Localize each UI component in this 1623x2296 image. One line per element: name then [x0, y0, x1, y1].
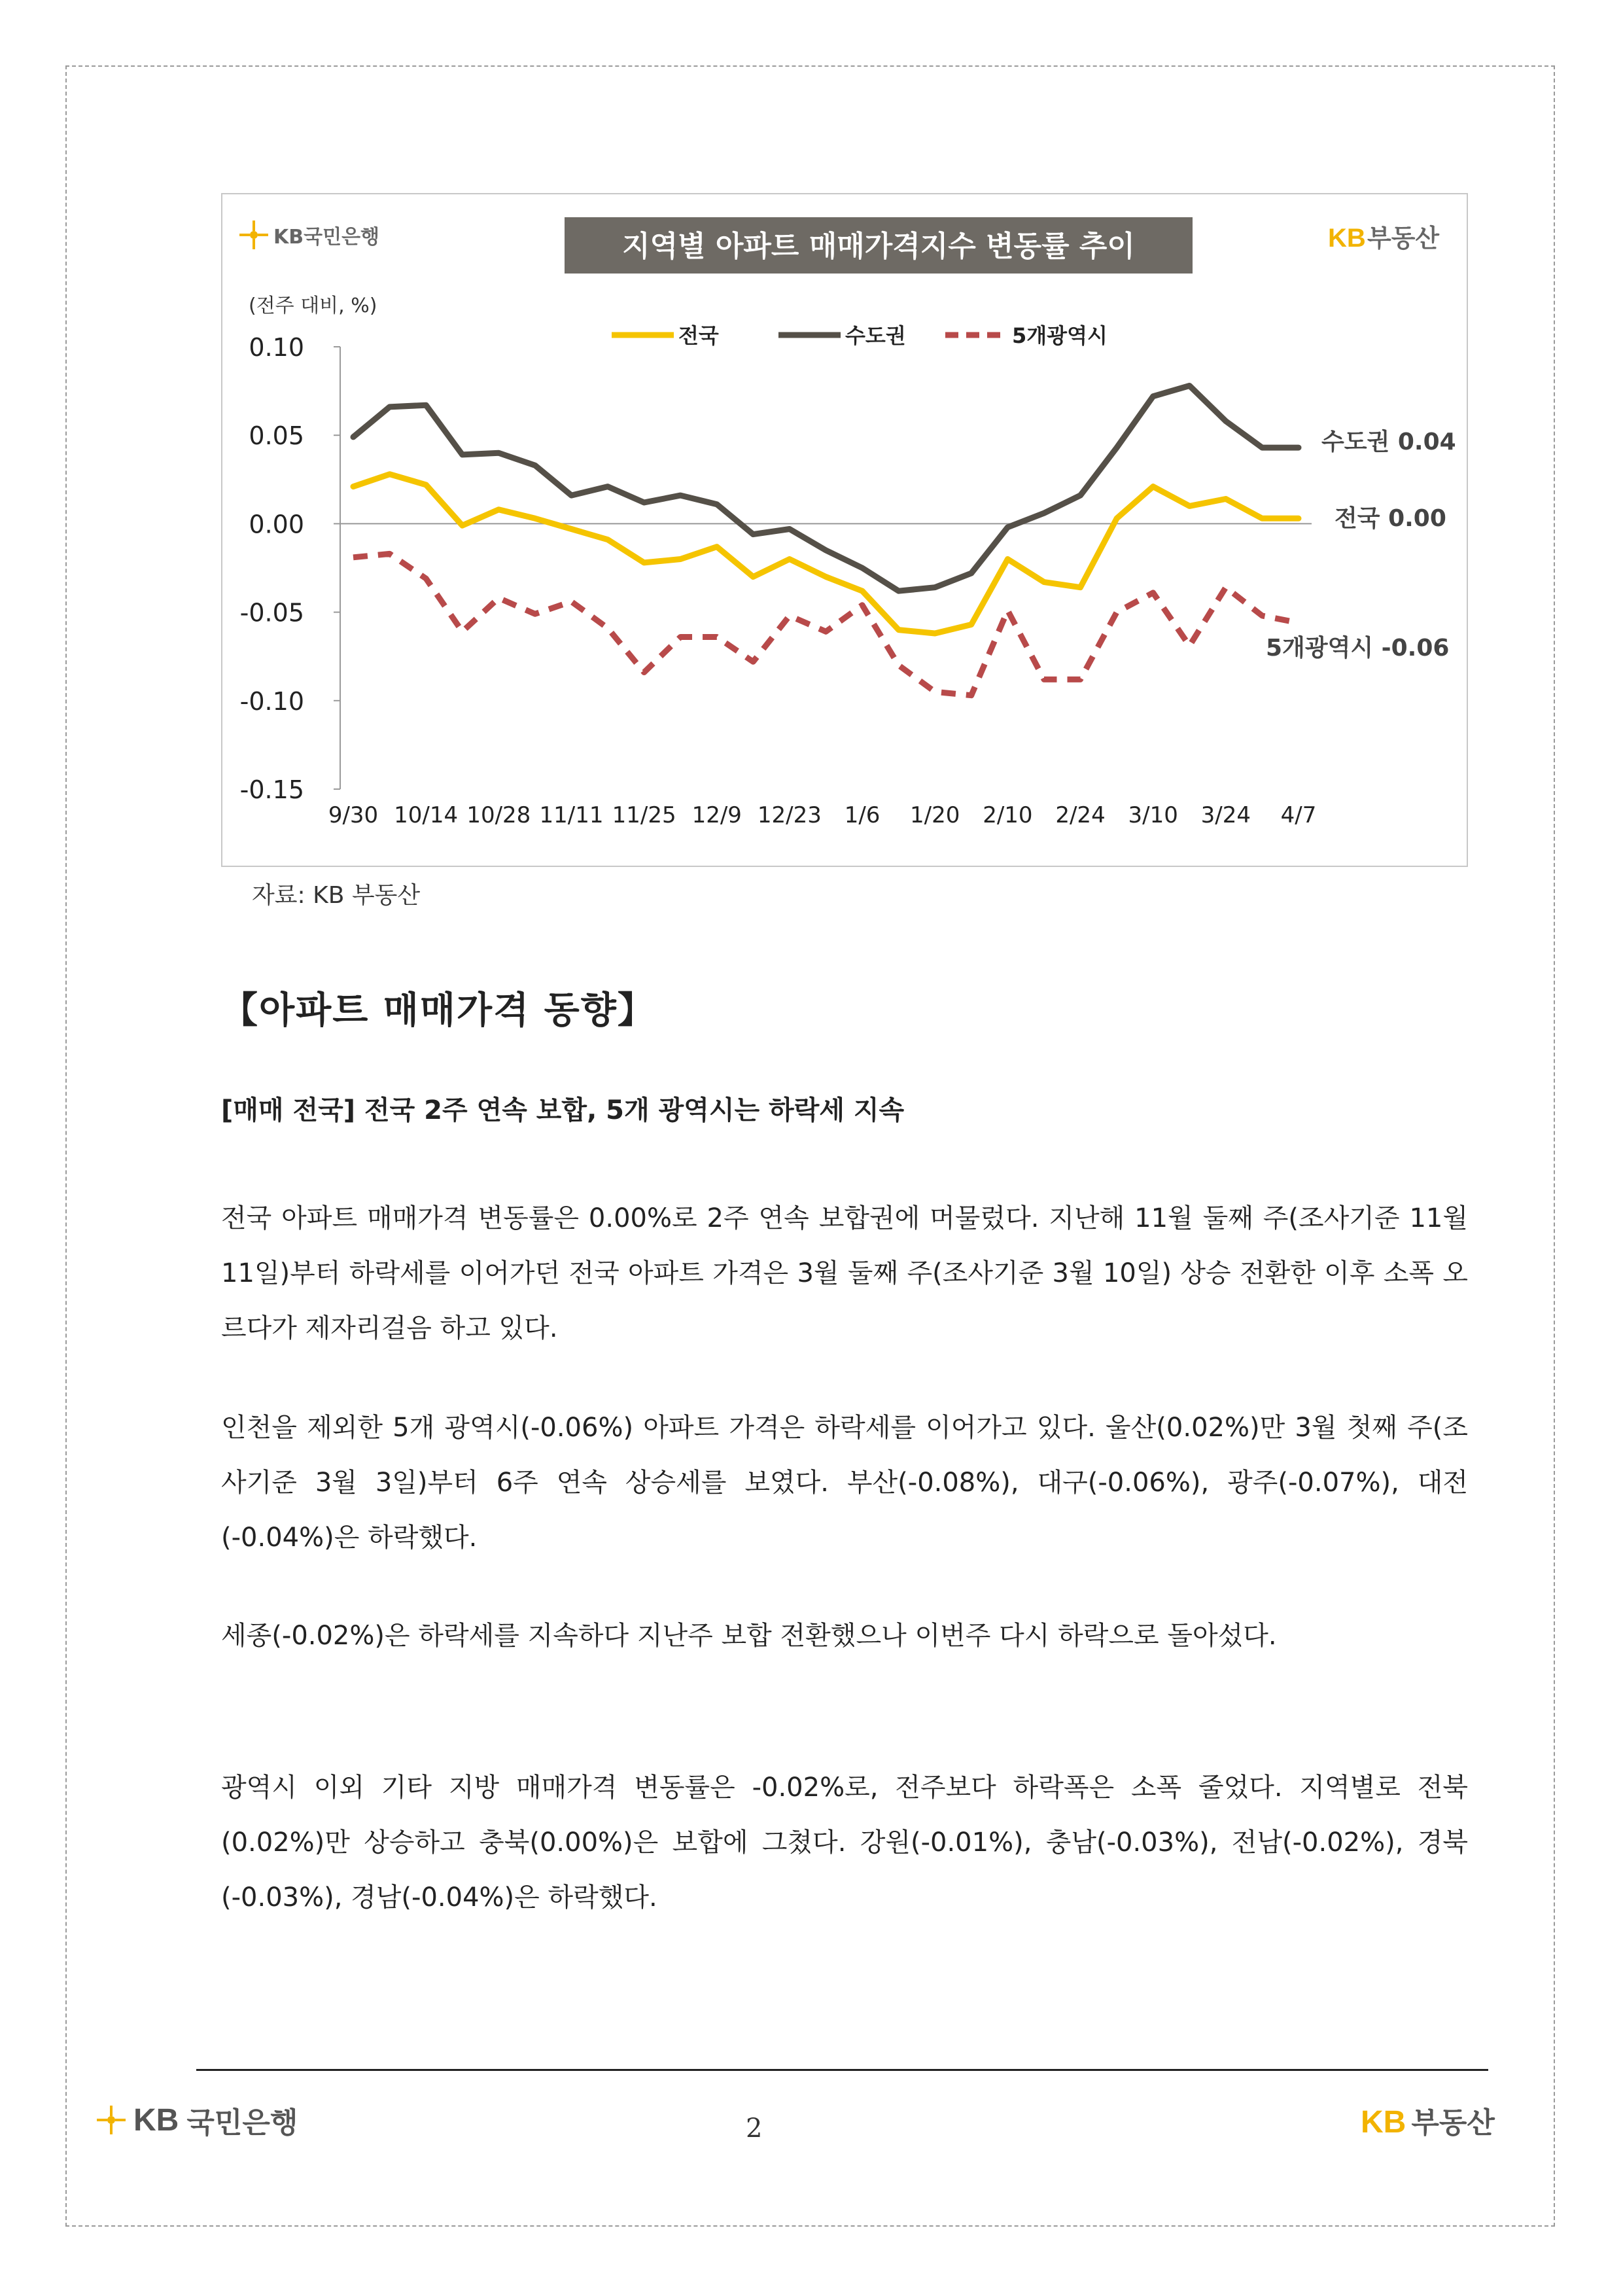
section-title: 【아파트 매매가격 동향】: [221, 989, 655, 1032]
series-group: [353, 386, 1299, 696]
x-tick-label: 11/11: [539, 802, 604, 828]
paragraph-4: 광역시 이외 기타 지방 매매가격 변동률은 -0.02%로, 전주보다 하락폭은 소폭 줄었다. 지역별로 전북(0.02%)만 상승하고 충북(0.00%)은 보합에 그쳤다. 강원(-0.01%), 충남(-0.03%), 전남(-0.02%), 경북(-0.03%), 경남(-0.04%)은 하락했다.: [221, 1773, 1468, 1913]
paragraph-2: 인천을 제외한 5개 광역시(-0.06%) 아파트 가격은 하락세를 이어가고 있다. 울산(0.02%)만 3월 첫째 주(조사기준 3월 3일)부터 6주 연속 상승세를 보였다. 부산(-0.08%), 대구(-0.06%), 광주(-0.07%), 대전(-0.04%)은 하락했다.: [221, 1413, 1468, 1553]
footer-re-kb: KB: [1361, 2105, 1406, 2140]
chart-svg: [222, 194, 1469, 868]
y-tick-label: -0.10: [239, 686, 304, 716]
x-tick-label: 12/9: [691, 802, 742, 828]
footer-divider: [196, 2069, 1488, 2071]
y-tick-label: -0.05: [239, 598, 304, 627]
chart-logo-left: [239, 221, 379, 249]
footer-logo-realestate: [1361, 2099, 1495, 2141]
y-tick-label: -0.15: [239, 775, 304, 804]
source-note: 자료: KB 부동산: [252, 882, 421, 909]
y-tick-label: 0.10: [249, 333, 304, 362]
footer-bank-kb: KB: [133, 2102, 179, 2138]
end-labels: [1266, 428, 1456, 662]
kb-star-icon: [239, 221, 268, 249]
x-tick-label: 12/23: [757, 802, 822, 828]
footer-bank-name: 국민은행: [186, 2106, 298, 2140]
kb-star-icon: [97, 2106, 126, 2134]
legend: [612, 323, 1108, 348]
paragraph-3: 세종(-0.02%)은 하락세를 지속하다 지난주 보합 전환했으나 이번주 다시 하락으로 돌아섰다.: [221, 1621, 1277, 1651]
sub-title: [매매 전국] 전국 2주 연속 보합, 5개 광역시는 하락세 지속: [221, 1095, 905, 1125]
footer-logo-bank: [97, 2099, 298, 2141]
x-tick-label: 10/28: [466, 802, 531, 828]
y-tick-label: 0.00: [249, 510, 304, 539]
series-end-label: 전국 0.00: [1335, 505, 1446, 532]
paragraph-1: 전국 아파트 매매가격 변동률은 0.00%로 2주 연속 보합권에 머물렀다. 지난해 11월 둘째 주(조사기준 11월 11일)부터 하락세를 이어가던 전국 아파트 가격은 3월 둘째 주(조사기준 3월 10일) 상승 전환한 이후 소폭 오르다가 제자리걸음 하고 있다.: [221, 1203, 1468, 1343]
x-tick-label: 2/24: [1055, 802, 1106, 828]
x-tick-label: 3/10: [1128, 802, 1178, 828]
chart-logo-left-text: KB국민은행: [273, 226, 380, 249]
legend-label: 수도권: [845, 323, 906, 348]
x-tick-label: 1/6: [844, 802, 881, 828]
series-end-label: 5개광역시 -0.06: [1266, 635, 1450, 662]
chart-logo-right-kb: KB: [1328, 224, 1366, 253]
x-tick-label: 11/25: [612, 802, 676, 828]
x-tick-label: 4/7: [1280, 802, 1317, 828]
y-axis-label: (전주 대비, %): [249, 294, 377, 317]
x-tick-label: 3/24: [1200, 802, 1251, 828]
page-number: 2: [746, 2113, 763, 2144]
x-tick-label: 10/14: [394, 802, 459, 828]
chart-title: 지역별 아파트 매매가격지수 변동률 추이: [622, 230, 1135, 263]
chart-logo-right-name: 부동산: [1367, 224, 1440, 253]
legend-label: 5개광역시: [1012, 323, 1108, 348]
series-line-전국: [353, 474, 1299, 633]
x-tick-label: 9/30: [328, 802, 379, 828]
legend-label: 전국: [678, 323, 719, 348]
line-chart: [221, 193, 1468, 867]
footer-re-name: 부동산: [1411, 2106, 1495, 2140]
x-tick-label: 2/10: [983, 802, 1033, 828]
series-end-label: 수도권 0.04: [1321, 429, 1456, 455]
x-tick-label: 1/20: [910, 802, 960, 828]
y-tick-label: 0.05: [249, 421, 304, 451]
